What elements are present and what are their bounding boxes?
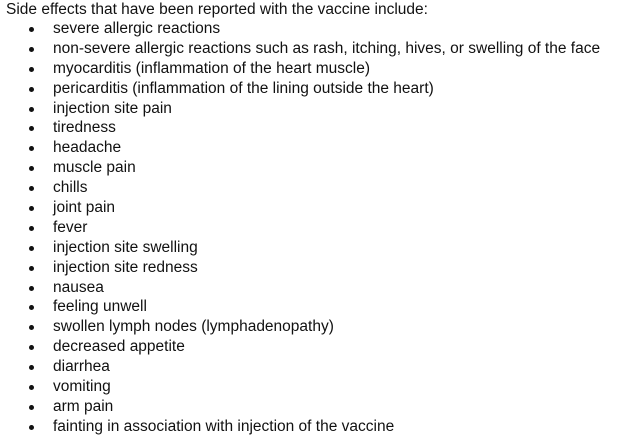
list-item-text: diarrhea — [53, 358, 110, 376]
bullet-icon — [29, 27, 34, 32]
bullet-icon — [29, 325, 34, 330]
bullet-icon — [29, 206, 34, 211]
bullet-icon — [29, 305, 34, 310]
list-item-text: severe allergic reactions — [53, 20, 221, 37]
list-item-text: swollen lymph nodes (lymphadenopathy) — [53, 318, 334, 336]
bullet-icon — [29, 345, 34, 350]
bullet-icon — [29, 47, 34, 52]
bullet-icon — [29, 146, 34, 151]
list-item-text: vomiting — [53, 378, 111, 396]
bullet-icon — [29, 67, 34, 72]
list-item-text: non-severe allergic reactions such as rash, itching, hives, or swelling of the face — [53, 39, 601, 57]
list-item-text: pericarditis (inflammation of the lining outside the heart) — [53, 79, 434, 97]
list-item-text: decreased appetite — [53, 338, 185, 356]
list-item-text: fever — [53, 218, 88, 236]
list-item-text: tiredness — [53, 119, 116, 137]
list-item-text: injection site swelling — [53, 238, 198, 256]
bullet-icon — [29, 107, 34, 112]
list-item-text: myocarditis (inflammation of the heart muscle) — [53, 59, 371, 77]
list-item-text: headache — [53, 139, 122, 157]
list-item-text: arm pain — [53, 397, 114, 415]
bullet-icon — [29, 226, 34, 231]
list-item-text: injection site pain — [53, 99, 172, 117]
bullet-icon — [29, 425, 34, 430]
list-item-text: feeling unwell — [53, 298, 147, 316]
bullet-icon — [29, 385, 34, 390]
bullet-icon — [29, 186, 34, 191]
list-item-text: injection site redness — [53, 258, 198, 276]
intro-text: Side effects that have been reported with the vaccine include: — [6, 1, 428, 18]
bullet-icon — [29, 266, 34, 271]
list-item-text: joint pain — [53, 199, 116, 217]
bullet-icon — [29, 166, 34, 171]
bullet-icon — [29, 126, 34, 131]
bullet-icon — [29, 246, 34, 251]
bullet-icon — [29, 365, 34, 370]
bullet-icon — [29, 87, 34, 92]
list-item-text: chills — [53, 179, 88, 197]
bullet-icon — [29, 405, 34, 410]
bullet-icon — [29, 286, 34, 291]
list-item-text: muscle pain — [53, 159, 136, 177]
list-item-text: fainting in association with injection of the vaccine — [53, 417, 395, 435]
list-item-text: nausea — [53, 278, 104, 296]
